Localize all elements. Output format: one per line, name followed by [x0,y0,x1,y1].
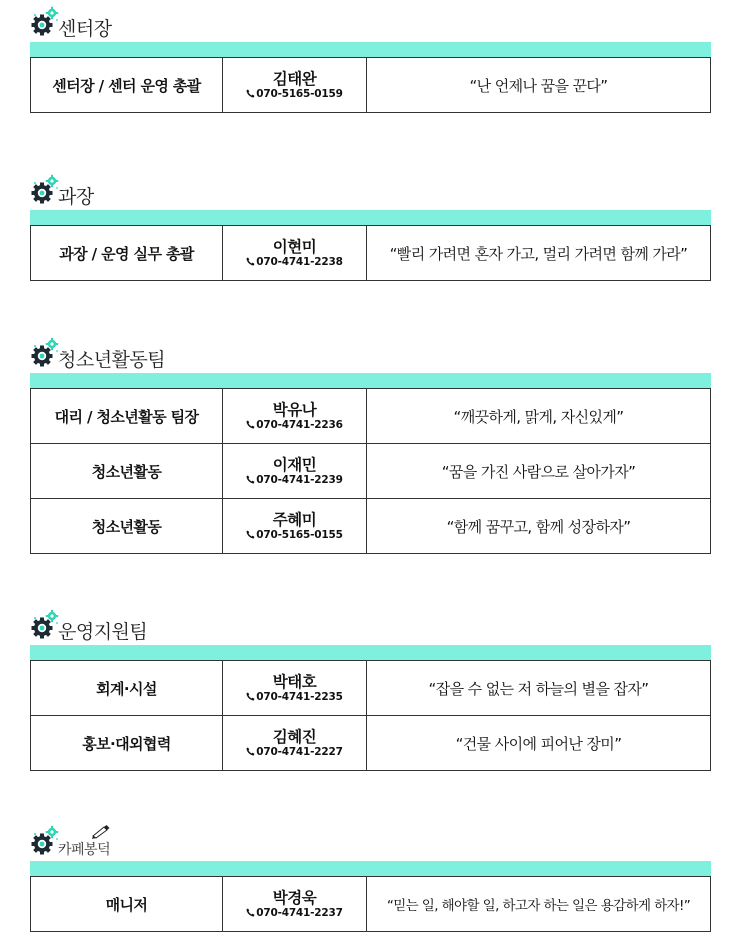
section-center-director [30,2,711,113]
person-cell [223,661,367,716]
staff-name: 박경욱 [272,888,317,907]
staff-phone [223,529,366,542]
person-cell [223,226,367,281]
role-cell: 홍보·대외협력 [31,716,223,771]
staff-name: 이현미 [272,237,317,256]
staff-name: 이재민 [272,455,317,474]
staff-name: 김태완 [272,69,317,88]
gear-icon [30,6,60,38]
table-row [31,877,711,932]
person-cell [223,877,367,932]
staff-phone [223,691,366,704]
staff-name: 박태호 [272,672,317,691]
phone-number: 070-4741-2236 [256,418,343,431]
motto-cell: “빨리 가려면 혼자 가고, 멀리 가려면 함께 가라” [367,226,711,281]
motto-cell: “난 언제나 꿈을 꾼다” [367,58,711,113]
motto-cell: “깨끗하게, 맑게, 자신있게” [367,389,711,444]
phone-icon [246,420,255,429]
table-row [31,226,711,281]
phone-icon [246,530,255,539]
accent-bar [30,210,711,225]
person-cell [223,389,367,444]
table-row [31,661,711,716]
staff-phone [223,907,366,920]
person-cell [223,499,367,554]
motto-cell: “잡을 수 없는 저 하늘의 별을 잡자” [367,661,711,716]
gear-icon [30,337,60,369]
table-row [31,444,711,499]
section-header [30,333,711,373]
phone-icon [246,89,255,98]
staff-name: 주혜미 [272,510,317,529]
section-header [30,821,711,861]
phone-number: 070-5165-0159 [256,87,343,100]
person-cell [223,444,367,499]
staff-phone [223,256,366,269]
role-cell: 대리 / 청소년활동 팀장 [31,389,223,444]
motto-cell: “함께 꿈꾸고, 함께 성장하자” [367,499,711,554]
gear-icon [30,174,60,206]
table-row [31,58,711,113]
role-cell: 회계·시설 [31,661,223,716]
staff-phone [223,474,366,487]
motto-cell: “꿈을 가진 사람으로 살아가자” [367,444,711,499]
motto-cell: “믿는 일, 해야할 일, 하고자 하는 일은 용감하게 하자!” [367,877,711,932]
person-cell [223,716,367,771]
staff-table [30,57,711,113]
staff-table [30,876,711,932]
phone-number: 070-4741-2227 [256,745,343,758]
phone-number: 070-4741-2239 [256,473,343,486]
person-cell [223,58,367,113]
staff-phone [223,746,366,759]
section-title: 청소년활동팀 [58,349,166,371]
section-cafe-bongdeok [30,821,711,932]
table-row [31,499,711,554]
section-header [30,170,711,210]
phone-number: 070-5165-0155 [256,528,343,541]
section-header [30,605,711,645]
motto-cell: “건물 사이에 피어난 장미” [367,716,711,771]
accent-bar [30,42,711,57]
pen-icon [90,823,112,839]
table-row [31,389,711,444]
gear-icon [30,825,60,857]
staff-table [30,225,711,281]
section-title: 운영지원팀 [58,621,148,643]
section-manager [30,170,711,281]
role-cell: 센터장 / 센터 운영 총괄 [31,58,223,113]
section-title: 과장 [58,186,94,208]
phone-icon [246,475,255,484]
table-row [31,716,711,771]
section-header [30,2,711,42]
section-operations-support-team [30,605,711,771]
role-cell: 과장 / 운영 실무 총괄 [31,226,223,281]
accent-bar [30,645,711,660]
staff-table [30,660,711,771]
phone-number: 070-4741-2238 [256,255,343,268]
phone-icon [246,908,255,917]
phone-icon [246,747,255,756]
section-title: 카페봉덕 [58,842,111,858]
gear-icon [30,609,60,641]
staff-name: 박유나 [272,400,317,419]
role-cell: 매니저 [31,877,223,932]
accent-bar [30,373,711,388]
section-title: 센터장 [58,18,112,40]
phone-icon [246,692,255,701]
staff-table [30,388,711,554]
staff-phone [223,419,366,432]
role-cell: 청소년활동 [31,499,223,554]
phone-icon [246,257,255,266]
section-youth-activity-team [30,333,711,554]
staff-phone [223,88,366,101]
accent-bar [30,861,711,876]
phone-number: 070-4741-2235 [256,690,343,703]
staff-name: 김혜진 [272,727,317,746]
phone-number: 070-4741-2237 [256,906,343,919]
role-cell: 청소년활동 [31,444,223,499]
